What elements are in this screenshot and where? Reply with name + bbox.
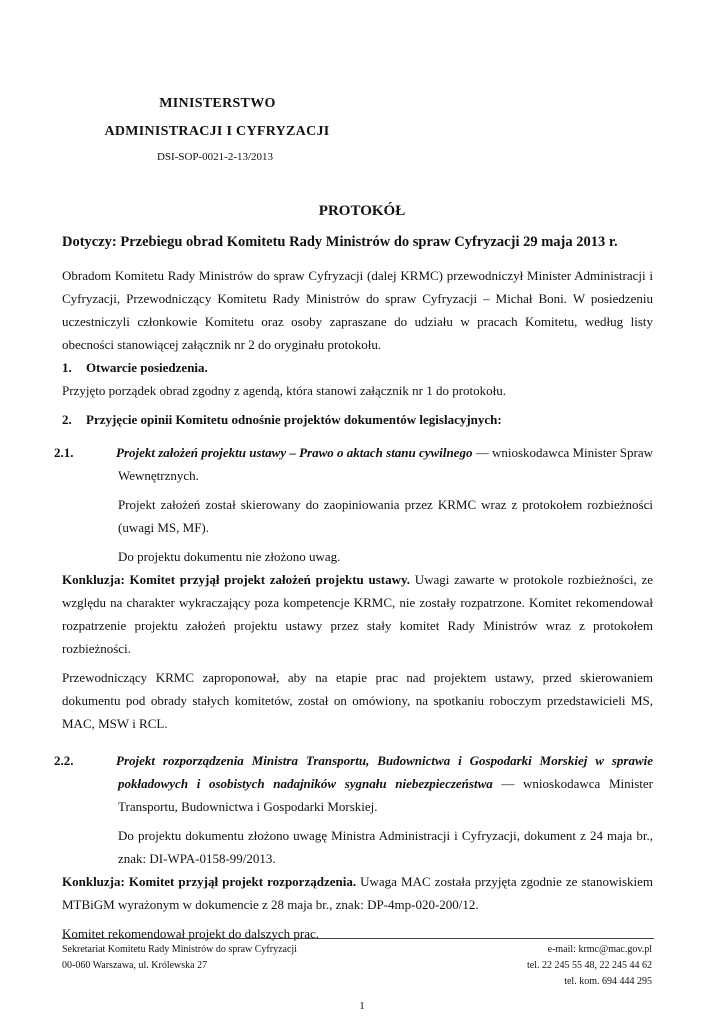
- footer-email: e-mail: krmc@mac.gov.pl: [547, 944, 652, 955]
- conclusion-2-paragraph-2: Komitet rekomendował projekt do dalszych prac.: [62, 926, 320, 941]
- conclusion-1-text: Uwagi zawarte w protokole rozbieżności, ze względu na charakter wykraczający poza kompetencje KRMC, nie zostały rozpatrzone. Komitet rekomendował rozpatrzenie projektu założeń projektu ustawy przez stały komitet Rady Ministrów wraz z protokołem rozbieżności.: [62, 572, 653, 656]
- footer-phone: tel. 22 245 55 48, 22 245 44 62: [527, 960, 652, 971]
- section-2-number: 2.: [62, 412, 72, 427]
- section-2-heading: [62, 408, 653, 431]
- section-1-heading: [62, 356, 653, 379]
- conclusion-2: [62, 870, 653, 916]
- section-2-2-paragraph-2: Do projektu dokumentu złożono uwagę Ministra Administracji i Cyfryzacji, dokument z 24 maja br., znak: DI-WPA-0158-99/2013.: [118, 828, 653, 866]
- document-reference: DSI-SOP-0021-2-13/2013: [156, 151, 274, 163]
- footer-divider: [62, 938, 654, 939]
- page-number: 1: [359, 1000, 365, 1012]
- conclusion-2-text: Uwaga MAC została przyjęta zgodnie ze stanowiskiem MTBiGM wyrażonym w dokumencie z 28 maja br., znak: DP-4mp-020-200/12.: [62, 874, 653, 912]
- footer-address: [62, 942, 297, 974]
- section-2-1-paragraph-3: Do projektu dokumentu nie złożono uwag.: [118, 549, 341, 564]
- section-2: [54, 408, 654, 945]
- section-2-title: Przyjęcie opinii Komitetu odnośnie projektów dokumentów legislacyjnych:: [86, 412, 502, 427]
- section-2-1-number: 2.1.: [54, 445, 74, 460]
- ministry-name-line1: MINISTERSTWO: [159, 96, 276, 111]
- conclusion-1-paragraph-2: Przewodniczący KRMC zaproponował, aby na etapie prac nad projektem ustawy, przed skierowaniem dokumentu pod obrady stałych komitetów, został on omówiony, na spotkaniu roboczym przedstawicieli MS, MAC, MSW i RCL.: [62, 670, 653, 731]
- intro-text: Obradom Komitetu Rady Ministrów do spraw Cyfryzacji (dalej KRMC) przewodniczył Minister Administracji i Cyfryzacji, Przewodniczący Komitetu Rady Ministrów do spraw Cyfryzacji – Michał Boni. W posiedzeniu uczestniczyli członkowie Komitetu oraz osoby zapraszane do udziału w pracach Komitetu, według listy obecności stanowiącej załącznik nr 2 do oryginału protokołu.: [62, 268, 653, 352]
- footer-secretariat: Sekretariat Komitetu Rady Ministrów do spraw Cyfryzacji: [62, 944, 297, 955]
- section-1-number: 1.: [62, 360, 72, 375]
- section-2-2-heading: [54, 749, 653, 818]
- footer-street: 00-060 Warszawa, ul. Królewska 27: [62, 960, 208, 971]
- footer-contact: [527, 942, 652, 990]
- conclusion-1-bold: Konkluzja: Komitet przyjął projekt założeń projektu ustawy.: [62, 572, 411, 587]
- section-2-1-applicant: — wnioskodawca Minister Spraw Wewnętrznych.: [118, 445, 654, 483]
- conclusion-1: [62, 568, 653, 660]
- section-1: [62, 356, 653, 402]
- section-1-text: Przyjęto porządek obrad zgodny z agendą, która stanowi załącznik nr 1 do protokołu.: [62, 383, 507, 398]
- conclusion-2-bold: Konkluzja: Komitet przyjął projekt rozporządzenia.: [62, 874, 357, 889]
- section-2-1-heading: [54, 441, 654, 487]
- section-2-2-title: Projekt rozporządzenia Ministra Transportu, Budownictwa i Gospodarki Morskiej w sprawie pokładowych i osobistych nadajników sygnału niebezpieczeństwa: [116, 753, 653, 791]
- document-title: PROTOKÓŁ: [318, 203, 406, 219]
- section-2-1-title: Projekt założeń projektu ustawy – Prawo o aktach stanu cywilnego: [116, 445, 473, 460]
- document-subject: Dotyczy: Przebiegu obrad Komitetu Rady Ministrów do spraw Cyfryzacji 29 maja 2013 r.: [62, 234, 618, 250]
- footer-mobile: tel. kom. 694 444 295: [564, 976, 652, 987]
- section-2-2-number: 2.2.: [54, 753, 74, 768]
- intro-paragraph: [62, 264, 653, 356]
- section-1-title: Otwarcie posiedzenia.: [86, 360, 208, 375]
- section-2-2-applicant: — wnioskodawca Minister Transportu, Budownictwa i Gospodarki Morskiej.: [118, 776, 653, 814]
- section-2-1-paragraph-2: Projekt założeń został skierowany do zaopiniowania przez KRMC wraz z protokołem rozbieżności (uwagi MS, MF).: [118, 497, 653, 535]
- ministry-name-line2: ADMINISTRACJI I CYFRYZACJI: [104, 124, 330, 139]
